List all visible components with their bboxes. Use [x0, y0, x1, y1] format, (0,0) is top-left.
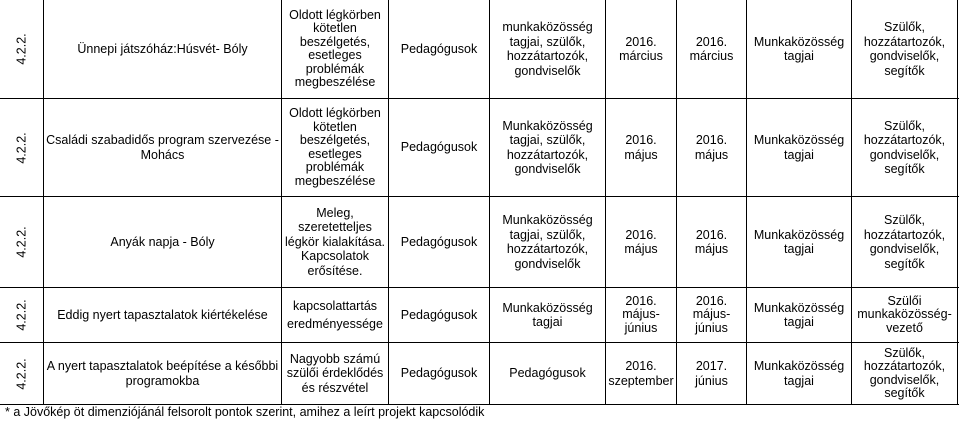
end-date-cell: 2016. május- június [692, 293, 731, 335]
activity-cell: A nyert tapasztalatok beépítése a későbbi programokba [46, 359, 279, 388]
participants-cell: Munkaközösség tagjai [502, 300, 593, 329]
participants-cell: Munkaközösség tagjai, szülők, hozzátartozók, gondviselők [502, 213, 593, 271]
organizer-cell: Munkaközösség tagjai [753, 300, 845, 329]
end-date-cell: 2017. június [695, 359, 728, 388]
organizer-cell: Munkaközösség tagjai [753, 34, 845, 63]
end-date-cell: 2016. március [689, 34, 734, 63]
responsible-cell: Pedagógusok [400, 307, 478, 322]
start-date-cell: 2016. május [624, 133, 658, 162]
footnote: * a Jövőkép öt dimenziójánál felsorolt pontok szerint, amihez a leírt projekt kapcsolódik [5, 405, 485, 419]
row-number: 4.2.2. [14, 357, 29, 390]
start-date-cell: 2016. március [619, 34, 663, 63]
method-cell: Oldott légkörben kötetlen beszélgetés, esetleges problémák megbeszélése [289, 106, 381, 188]
partners-cell: Szülői munkaközösség- vezető [857, 293, 952, 335]
partners-cell: Szülők, hozzátartozók, gondviselők, segítők [863, 118, 946, 176]
activity-cell: Családi szabadidős program szervezése - Mohács [46, 133, 279, 162]
activity-cell: Anyák napja - Bóly [110, 234, 215, 249]
row-number: 4.2.2. [14, 33, 29, 65]
table-row [0, 0, 959, 98]
method-cell: Meleg, szeretetteljes légkör kialakítása. Kapcsolatok erősítése. [284, 205, 386, 278]
table-row [0, 99, 959, 196]
start-date-cell: 2016. május- június [622, 293, 660, 335]
responsible-cell: Pedagógusok [400, 140, 478, 155]
row-number: 4.2.2. [14, 226, 29, 258]
responsible-cell: Pedagógusok [400, 41, 478, 56]
start-date-cell: 2016. szeptember [608, 359, 674, 388]
responsible-cell: Pedagógusok [400, 234, 478, 249]
row-number: 4.2.2. [14, 131, 29, 164]
organizer-cell: Munkaközösség tagjai [753, 133, 845, 162]
partners-cell: Szülők, hozzátartozók, gondviselők, segítők [863, 20, 946, 78]
organizer-cell: Munkaközösség tagjai [753, 359, 845, 388]
participants-cell: munkaközösség tagjai, szülők, hozzátartozók, gondviselők [502, 20, 593, 78]
table-row [0, 288, 959, 342]
row-number: 4.2.2. [14, 299, 29, 331]
method-cell: kapcsolattartás eredményessége [287, 299, 383, 331]
activity-cell: Ünnepi játszóház:Húsvét- Bóly [77, 41, 248, 56]
table-row [0, 343, 959, 404]
start-date-cell: 2016. május [624, 227, 658, 256]
end-date-cell: 2016. május [694, 133, 729, 162]
method-cell: Nagyobb számú szülői érdeklődés és részvétel [286, 351, 384, 395]
table-row [0, 197, 959, 287]
partners-cell: Szülők, hozzátartozók, gondviselők, segítők [863, 213, 946, 271]
participants-cell: Munkaközösség tagjai, szülők, hozzátartozók, gondviselők [502, 118, 593, 176]
partners-cell: Szülők, hozzátartozók, gondviselők, segítők [863, 345, 946, 400]
activity-cell: Eddig nyert tapasztalatok kiértékelése [57, 307, 268, 322]
method-cell: Oldott légkörben kötetlen beszélgetés, esetleges problémák megbeszélése [289, 7, 381, 89]
responsible-cell: Pedagógusok [400, 366, 478, 381]
end-date-cell: 2016. május [694, 227, 729, 256]
participants-cell: Pedagógusok [509, 366, 586, 381]
organizer-cell: Munkaközösség tagjai [753, 227, 845, 256]
